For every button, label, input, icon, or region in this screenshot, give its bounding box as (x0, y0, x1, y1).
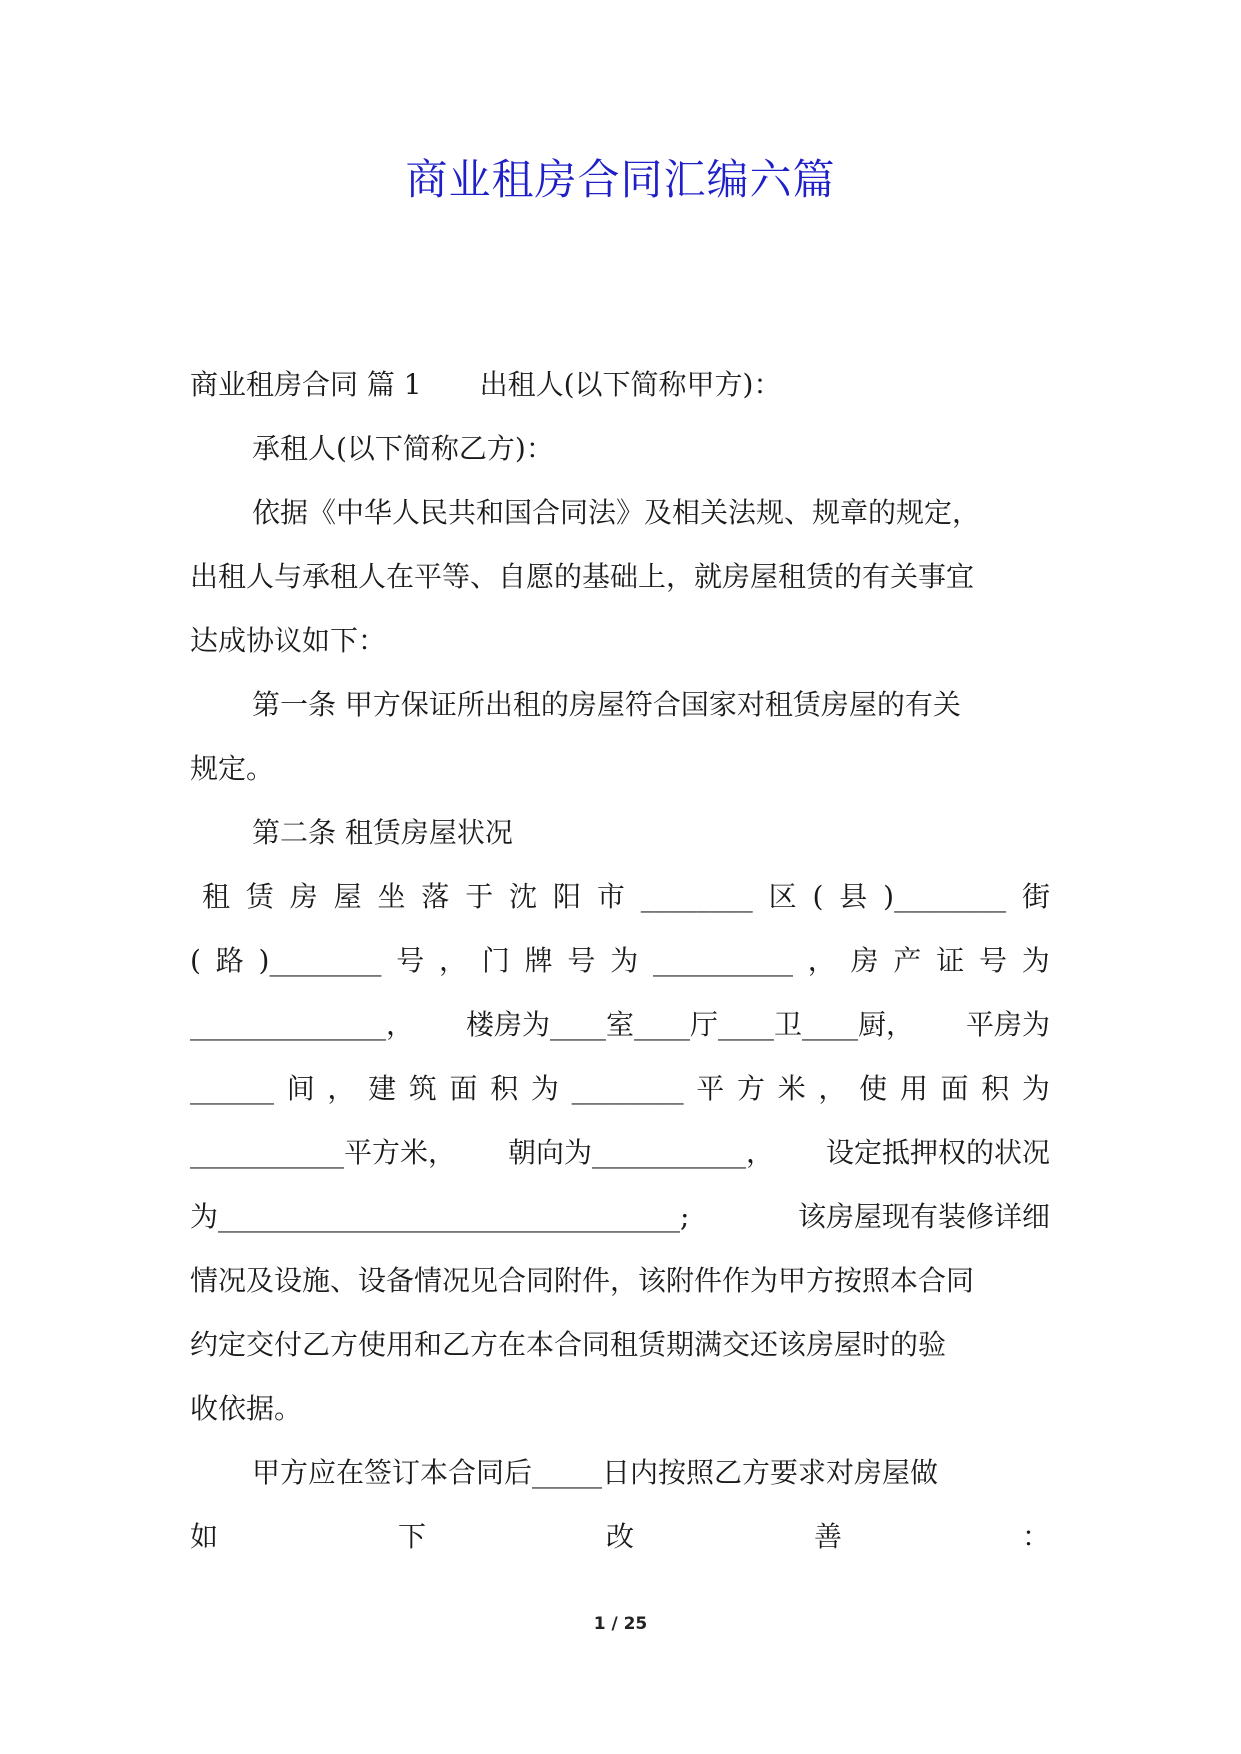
text-run: 用 (899, 1072, 928, 1105)
text-run: ： (1021, 1520, 1050, 1553)
justified-line (190, 865, 1050, 929)
page-number: 1 / 25 (593, 1614, 648, 1634)
text-run: ， (818, 1072, 847, 1105)
paragraph-line: 约定交付乙方使用和乙方在本合同租赁期满交还该房屋时的验 (190, 1328, 947, 1361)
section-heading: 商业租房合同 篇 1 (190, 368, 422, 401)
text-run: 路 (215, 944, 244, 977)
text-run: 号 (978, 944, 1007, 977)
text-run: 屋 (333, 880, 362, 913)
text-run: 为 (610, 944, 639, 977)
text-run: 号 (396, 944, 425, 977)
text-run: 平房为 (965, 1008, 1050, 1041)
document-body (190, 353, 1050, 1569)
text-run: 面 (940, 1072, 969, 1105)
text-run: 改 (605, 1520, 634, 1553)
text-run: 房 (289, 880, 318, 913)
paragraph-line: 依据《中华人民共和国合同法》及相关法规、规章的规定， (252, 496, 981, 529)
paragraph-line (190, 353, 1050, 417)
text-run: 如 (190, 1520, 219, 1553)
text-run: ， (439, 944, 468, 977)
text-run: 阳 (553, 880, 582, 913)
document-title: 商业租房合同汇编六篇 (405, 155, 836, 204)
text-run: 平 (696, 1072, 725, 1105)
text-run: 积 (490, 1072, 519, 1105)
paragraph-line: 收依据。 (190, 1392, 303, 1425)
blank-field: 为_________________________________; (190, 1200, 690, 1233)
text-run: 为 (530, 1072, 559, 1105)
text-run: 证 (936, 944, 965, 977)
paragraph-line: 达成协议如下： (190, 624, 387, 657)
blank-field: ______ (190, 1072, 274, 1105)
text-run: 建 (368, 1072, 397, 1105)
blank-field: )________ (258, 944, 382, 977)
text-run: 使 (859, 1072, 888, 1105)
text-run: 该房屋现有装修详细 (797, 1200, 1050, 1233)
text-run: 善 (813, 1520, 842, 1553)
text-run: 落 (421, 880, 450, 913)
text-run: 街 (1021, 880, 1050, 913)
text-run: 筑 (408, 1072, 437, 1105)
justified-line (190, 993, 1050, 1057)
text-run: ， (327, 1072, 356, 1105)
text-run: 方 (737, 1072, 766, 1105)
text-run: 区 (768, 880, 797, 913)
text-run: 下 (397, 1520, 426, 1553)
text-run: ， (807, 944, 836, 977)
justified-line (190, 1185, 1050, 1249)
text-run: 房 (850, 944, 879, 977)
lessor-label: 出租人(以下简称甲方)： (479, 368, 782, 401)
text-run: 于 (465, 880, 494, 913)
text-run: 门 (481, 944, 510, 977)
justified-line (190, 1121, 1050, 1185)
text-run: 市 (596, 880, 625, 913)
blank-field: ________ (640, 880, 753, 913)
text-run: 面 (449, 1072, 478, 1105)
blank-field: )________ (883, 880, 1007, 913)
blank-field: ________ (571, 1072, 684, 1105)
text-run: 为 (1021, 1072, 1050, 1105)
text-run: 朝向为___________， (507, 1136, 774, 1169)
paragraph-line: 承租人(以下简称乙方)： (252, 432, 554, 465)
text-run: 县 (839, 880, 868, 913)
text-run: ( (812, 880, 824, 913)
text-run: 楼房为____室____厅____卫____厨， (465, 1008, 914, 1041)
text-run: 为 (1021, 944, 1050, 977)
justified-line (190, 1057, 1050, 1121)
paragraph-line: 甲方应在签订本合同后_____日内按照乙方要求对房屋做 (252, 1456, 939, 1489)
text-run: 积 (981, 1072, 1010, 1105)
paragraph-line: 规定。 (190, 752, 275, 785)
text-run: ( (190, 944, 201, 977)
text-run: 沈 (509, 880, 538, 913)
paragraph-line: 出租人与承租人在平等、自愿的基础上，就房屋租赁的有关事宜 (190, 560, 975, 593)
text-run: 号 (567, 944, 596, 977)
text-run: 米 (777, 1072, 806, 1105)
text-run: 设定抵押权的状况 (825, 1136, 1050, 1169)
blank-field: __________ (653, 944, 794, 977)
blank-field: ___________平方米， (190, 1136, 457, 1169)
text-run: 间 (286, 1072, 315, 1105)
paragraph-line: 第一条 甲方保证所出租的房屋符合国家对租赁房屋的有关 (252, 688, 961, 721)
justified-line (190, 1505, 1050, 1569)
text-run: 产 (893, 944, 922, 977)
paragraph-line: 第二条 租赁房屋状况 (252, 816, 513, 849)
blank-field: ______________， (190, 1008, 415, 1041)
paragraph-line: 情况及设施、设备情况见合同附件，该附件作为甲方按照本合同 (190, 1264, 975, 1297)
justified-line (190, 929, 1050, 993)
text-run: 租 (202, 880, 231, 913)
text-run: 赁 (245, 880, 274, 913)
text-run: 坐 (377, 880, 406, 913)
text-run: 牌 (524, 944, 553, 977)
